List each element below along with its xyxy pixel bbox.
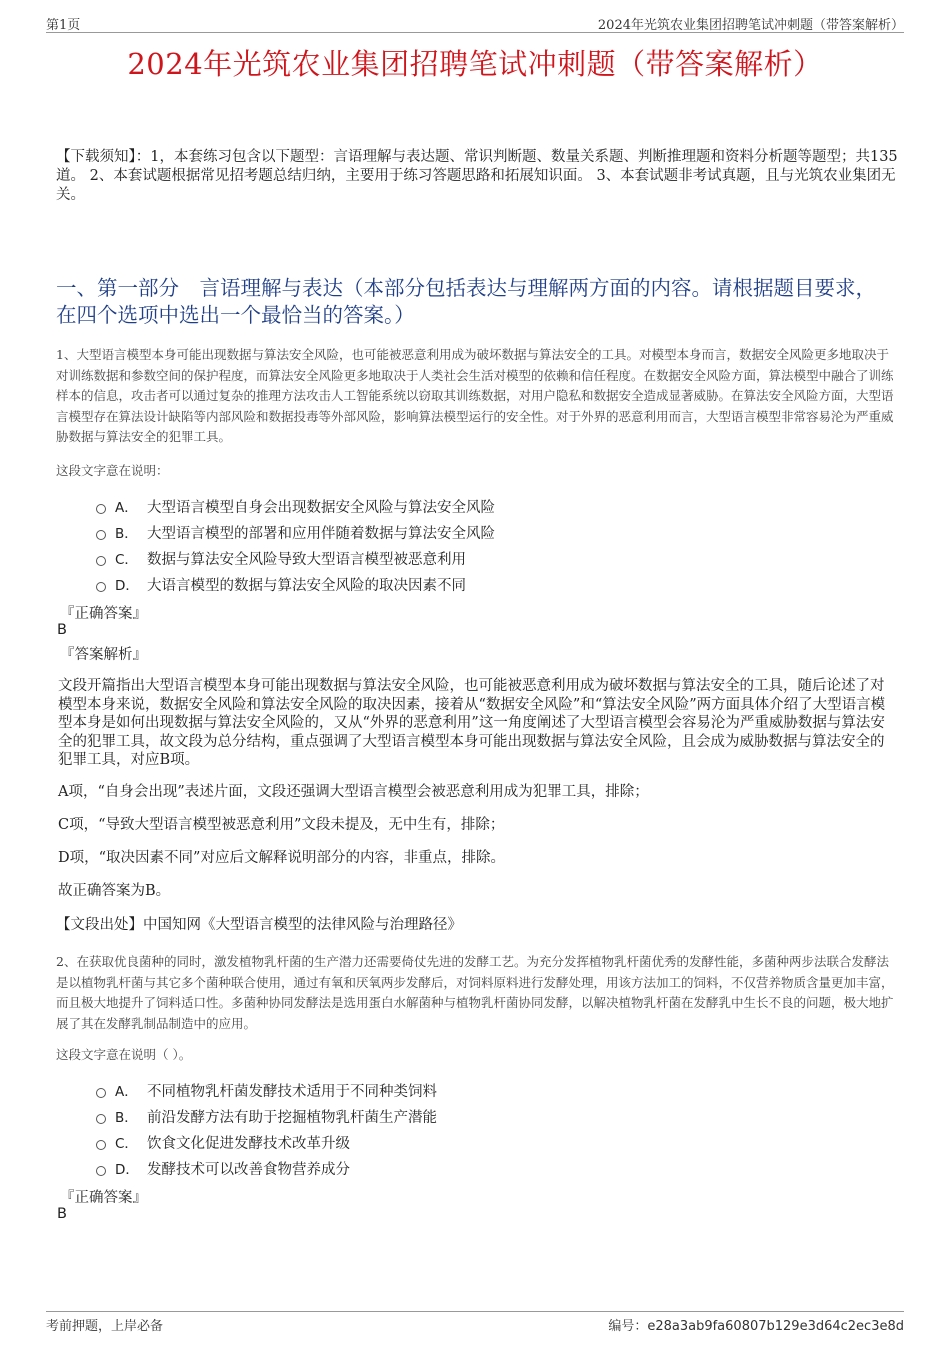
option-text: 大型语言模型的部署和应用伴随着数据与算法安全风险 — [147, 525, 495, 542]
question-1-prompt: 这段文字意在说明： — [56, 463, 169, 478]
analysis-label: 『答案解析』 — [60, 647, 147, 663]
question-2-stem: 2、在获取优良菌种的同时，激发植物乳杆菌的生产潜力还需要倚仗先进的发酵工艺。为充分发挥植物乳杆菌优秀的发酵性能，多菌种两步法联合发酵法是以植物乳杆菌与其它多个菌种联合使用，通过有氧和厌氧两步发酵后，对饲料原料进行发酵处理，用该方法加工的饲料，不仅营养物质含量更加丰富，而且极大地提升了饲料适口性。多菌种协同发酵法是选用蛋白水解菌种与植物乳杆菌协同发酵，以解决植物乳杆菌在发酵乳中生长不良的问题，极大地扩展了其在发酵乳制品制造中的应用。 — [56, 954, 894, 1031]
analysis-conclusion: 故正确答案为B。 — [58, 883, 171, 899]
option-b[interactable] — [96, 519, 495, 545]
radio-button-icon[interactable] — [96, 556, 106, 566]
option-text: 数据与算法安全风险导致大型语言模型被恶意利用 — [147, 551, 466, 568]
option-letter: A． — [115, 1084, 138, 1100]
option-letter: C． — [115, 552, 138, 568]
option-text: 发酵技术可以改善食物营养成分 — [147, 1161, 350, 1178]
radio-button-icon[interactable] — [96, 1088, 106, 1098]
radio-button-icon[interactable] — [96, 1114, 106, 1124]
question-1-options — [96, 493, 495, 597]
option-c[interactable] — [96, 545, 495, 571]
running-header-title: 2024年光筑农业集团招聘笔试冲刺题（带答案解析） — [597, 18, 904, 33]
question-2-options — [96, 1077, 437, 1181]
option-letter: B． — [115, 1110, 138, 1126]
radio-button-icon[interactable] — [96, 1140, 106, 1150]
option-letter: D． — [115, 578, 139, 594]
option-text: 前沿发酵方法有助于挖掘植物乳杆菌生产潜能 — [147, 1109, 437, 1126]
option-text: 饮食文化促进发酵技术改革升级 — [147, 1135, 350, 1152]
option-c[interactable] — [96, 1129, 437, 1155]
analysis-option-c: C项，“导致大型语言模型被恶意利用”文段未提及，无中生有，排除； — [58, 817, 505, 833]
analysis-paragraph: 文段开篇指出大型语言模型本身可能出现数据与算法安全风险，也可能被恶意利用成为破坏数据与算法安全的工具，随后论述了对模型本身来说，数据安全风险和算法安全风险的取决因素，接着从“数据安全风险”和“算法安全风险”两方面具体介绍了大型语言模型本身是如何出现数据与算法安全风险的，又从“外界的恶意利用”这一角度阐述了大型语言模型会容易沦为严重威胁数据与算法安全的犯罪工具，故文段为总分结构，重点强调了大型语言模型本身可能出现数据与算法安全风险，且会成为威胁数据与算法安全的犯罪工具，对应B项。 — [58, 678, 886, 768]
option-letter: B． — [115, 526, 138, 542]
footer-divider — [46, 1311, 904, 1312]
radio-button-icon[interactable] — [96, 504, 106, 514]
option-d[interactable] — [96, 1155, 437, 1181]
page-title: 2024年光筑农业集团招聘笔试冲刺题（带答案解析） — [127, 47, 823, 81]
option-text: 大型语言模型自身会出现数据安全风险与算法安全风险 — [147, 499, 495, 516]
option-a[interactable] — [96, 1077, 437, 1103]
page-number: 第1页 — [46, 18, 81, 33]
download-notice: 【下载须知】：1，本套练习包含以下题型：言语理解与表达题、常识判断题、数量关系题、判断推理题和资料分析题等题型；共135道。 2、本套试题根据常见招考题总结归纳，主要用于练习答题思路和拓展知识面。 3、本套试题非考试真题，且与光筑农业集团无关。 — [56, 149, 898, 203]
option-letter: A． — [115, 500, 138, 516]
document-code — [608, 1315, 904, 1334]
analysis-option-d: D项，“取决因素不同”对应后文解释说明部分的内容，非重点，排除。 — [58, 850, 505, 866]
answer-label: 『正确答案』 — [60, 1190, 147, 1206]
option-text: 大语言模型的数据与算法安全风险的取决因素不同 — [147, 577, 466, 594]
option-d[interactable] — [96, 571, 495, 597]
radio-button-icon[interactable] — [96, 582, 106, 592]
radio-button-icon[interactable] — [96, 530, 106, 540]
analysis-option-a: A项，“自身会出现”表述片面，文段还强调大型语言模型会被恶意利用成为犯罪工具，排除； — [58, 784, 649, 800]
answer-value: B — [57, 622, 67, 638]
radio-button-icon[interactable] — [96, 1166, 106, 1176]
answer-value: B — [57, 1206, 67, 1222]
answer-label: 『正确答案』 — [60, 606, 147, 622]
option-letter: D． — [115, 1162, 139, 1178]
option-letter: C． — [115, 1136, 138, 1152]
question-1-stem: 1、大型语言模型本身可能出现数据与算法安全风险，也可能被恶意利用成为破坏数据与算法安全的工具。对模型本身而言，数据安全风险更多地取决于对训练数据和参数空间的保护程度，而算法安全风险更多地取决于人类社会生活对模型的依赖和信任程度。在数据安全风险方面，算法模型中融合了训练样本的信息，攻击者可以通过复杂的推理方法攻击人工智能系统以窃取其训练数据，对用户隐私和数据安全造成显著威胁。在算法安全风险方面，大型语言模型存在算法设计缺陷等内部风险和数据投毒等外部风险，影响算法模型运行的安全性。对于外界的恶意利用而言，大型语言模型非常容易沦为严重威胁数据与算法安全的犯罪工具。 — [56, 347, 894, 444]
option-text: 不同植物乳杆菌发酵技术适用于不同种类饲料 — [147, 1083, 437, 1100]
header-divider — [46, 32, 904, 33]
code-value: e28a3ab9fa60807b129e3d64c2ec3e8d — [647, 1319, 904, 1334]
option-b[interactable] — [96, 1103, 437, 1129]
source-citation: 【文段出处】中国知网《大型语言模型的法律风险与治理路径》 — [56, 917, 462, 933]
option-a[interactable] — [96, 493, 495, 519]
code-label: 编号： — [608, 1319, 648, 1334]
footer-slogan: 考前押题，上岸必备 — [46, 1319, 164, 1334]
question-2-prompt: 这段文字意在说明（ ）。 — [56, 1047, 192, 1062]
section-heading: 一、第一部分 言语理解与表达（本部分包括表达与理解两方面的内容。请根据题目要求，在四个选项中选出一个最恰当的答案。） — [56, 276, 876, 327]
